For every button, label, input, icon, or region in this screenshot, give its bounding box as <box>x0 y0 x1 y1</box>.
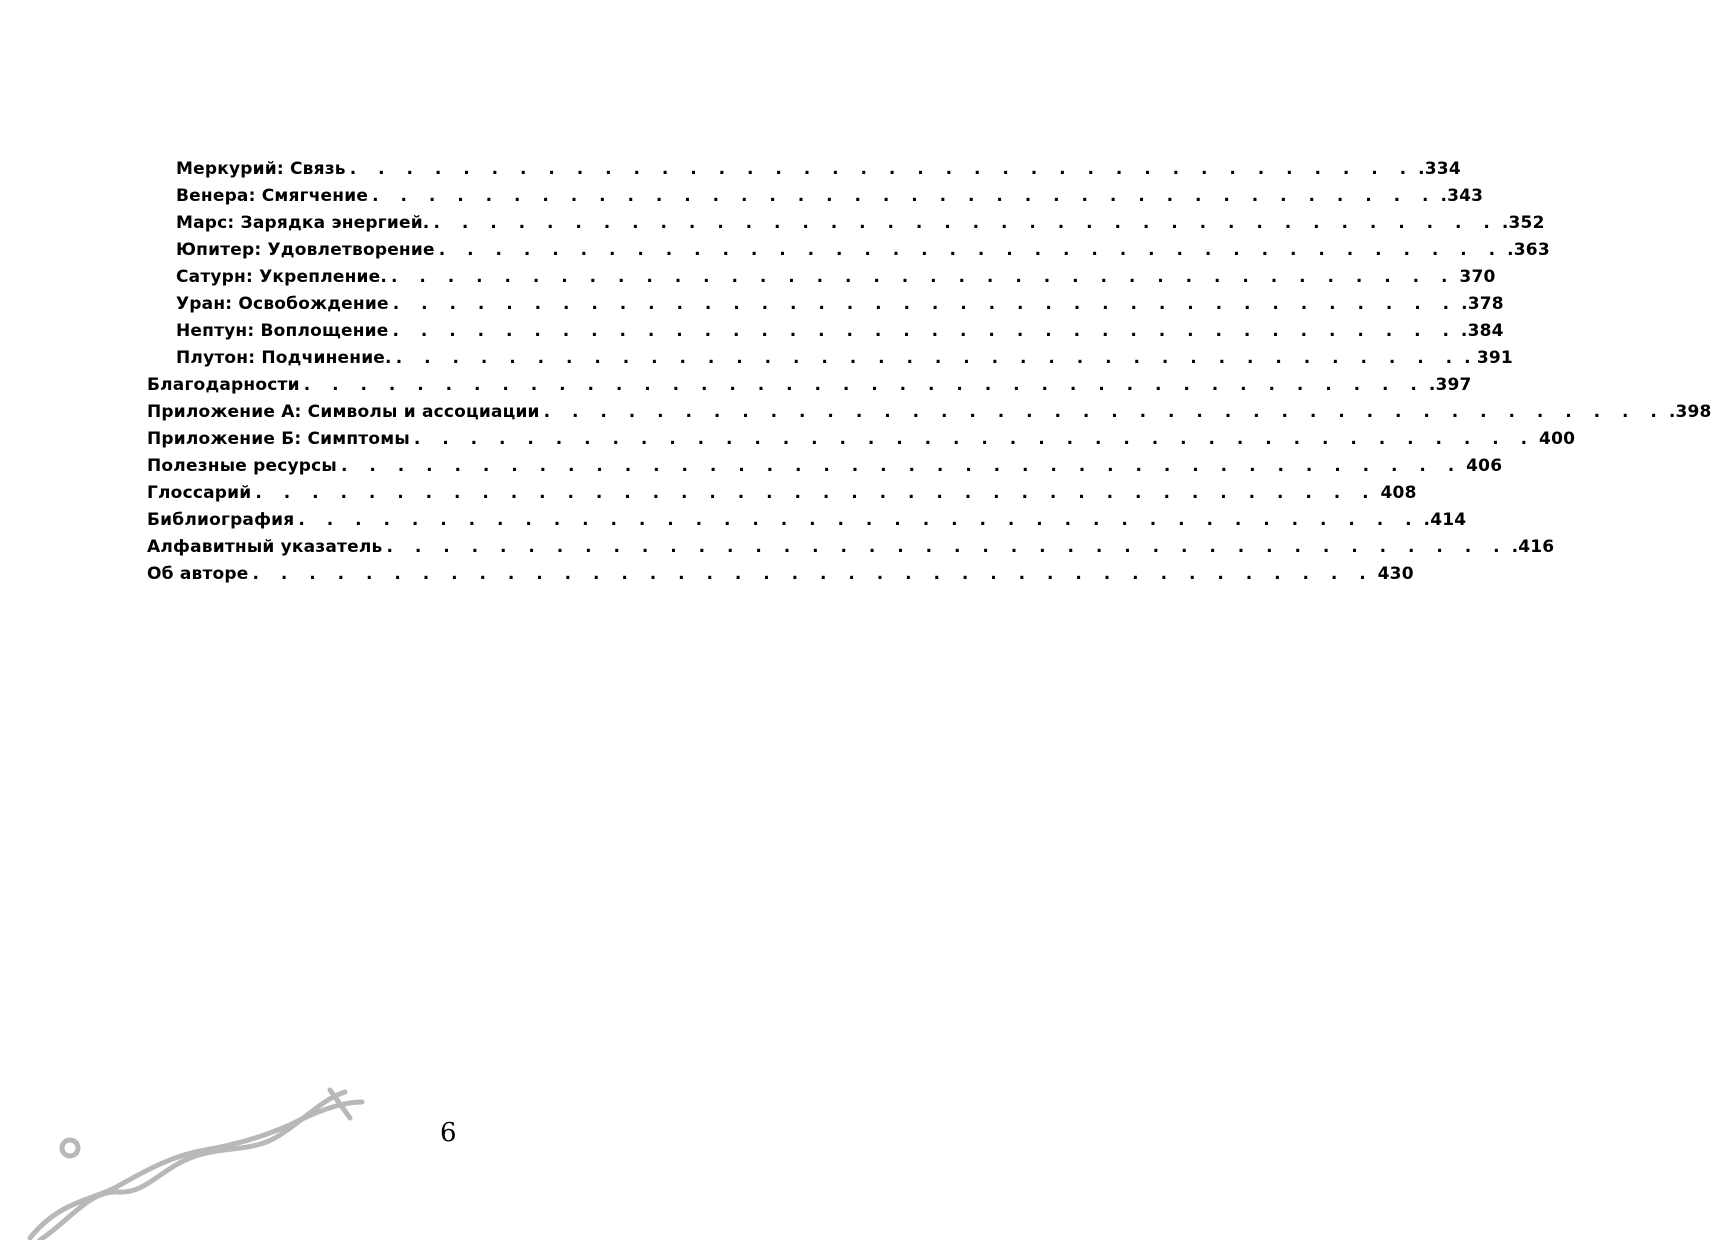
toc-entry-title: Приложение А: Символы и ассоциации <box>147 401 540 422</box>
toc-dot-leader: . . . . . . . . . . . . . . . . . . . . . . . . . . . . . . . . . . . . . . <box>433 212 1498 233</box>
toc-entry-page: . 391 <box>1464 347 1513 368</box>
toc-entry-title: Библиография <box>147 509 295 530</box>
page-number: 6 <box>440 1118 457 1148</box>
toc-entry-title: Приложение Б: Симптомы <box>147 428 410 449</box>
toc-entry[interactable] <box>147 479 1417 506</box>
toc-entry[interactable] <box>147 398 1712 425</box>
toc-dot-leader: . . . . . . . . . . . . . . . . . . . . . . . . . . . . . . . . . . . . . . . . <box>413 428 1536 449</box>
toc-entry-title: Сатурн: Укрепление. <box>176 266 388 287</box>
toc-entry[interactable] <box>176 236 1550 263</box>
toc-entry-page: .384 <box>1460 320 1504 341</box>
toc-entry[interactable] <box>176 209 1545 236</box>
toc-dot-leader: . . . . . . . . . . . . . . . . . . . . . . . . . . . . . . . . . . . . . . <box>372 185 1437 206</box>
toc-entry-page: .352 <box>1501 212 1545 233</box>
toc-dot-leader: . . . . . . . . . . . . . . . . . . . . . . . . . . . . . . . . . . . . . . . . <box>298 509 1420 530</box>
toc-entry[interactable] <box>176 317 1504 344</box>
toc-dot-leader: . . . . . . . . . . . . . . . . . . . . . . . . . . . . . . . . . . . . . . <box>438 239 1504 260</box>
toc-dot-leader: . . . . . . . . . . . . . . . . . . . . . . . . . . . . . . . . . . . . . . <box>395 347 1461 368</box>
toc-entry-title: Уран: Освобождение <box>176 293 389 314</box>
toc-dot-leader: . . . . . . . . . . . . . . . . . . . . . . . . . . . . . . . . . . . . . . <box>392 293 1458 314</box>
toc-entry-title: Меркурий: Связь <box>176 158 346 179</box>
toc-entry[interactable] <box>147 425 1576 452</box>
toc-entry-page: 406 <box>1466 455 1503 476</box>
toc-entry[interactable] <box>176 344 1513 371</box>
toc-dot-leader: . . . . . . . . . . . . . . . . . . . . . . . . . . . . . . . . . . . . . . . . <box>341 455 1463 476</box>
toc-entry-title: Плутон: Подчинение. <box>176 347 392 368</box>
toc-entry-page: 400 <box>1539 428 1576 449</box>
toc-dot-leader: . . . . . . . . . . . . . . . . . . . . . . . . . . . . . . . . . . . . . . <box>349 158 1415 179</box>
toc-entry[interactable] <box>176 290 1504 317</box>
toc-dot-leader: . . . . . . . . . . . . . . . . . . . . . . . . . . . . . . . . . . . . . . . . <box>303 374 1425 395</box>
toc-entry-page: .343 <box>1440 185 1484 206</box>
toc-entry[interactable] <box>176 155 1461 182</box>
toc-entry-title: Об авторе <box>147 563 249 584</box>
toc-entry-title: Глоссарий <box>147 482 252 503</box>
toc-entry-page: .378 <box>1461 293 1504 314</box>
toc-dot-leader: . . . . . . . . . . . . . . . . . . . . . . . . . . . . . . . . . . . . . . . . <box>252 563 1374 584</box>
toc-entry[interactable] <box>147 533 1555 560</box>
toc-entry-page: .363 <box>1507 239 1550 260</box>
toc-entry-page: 370 <box>1459 266 1496 287</box>
toc-entry-page: .414 <box>1423 509 1467 530</box>
toc-dot-leader: . . . . . . . . . . . . . . . . . . . . . . . . . . . . . . . . . . . . . . . . <box>386 536 1508 557</box>
toc-dot-leader: . . . . . . . . . . . . . . . . . . . . . . . . . . . . . . . . . . . . . . . . <box>255 482 1377 503</box>
dna-helix-ornament-icon <box>0 1080 400 1240</box>
toc-dot-leader: . . . . . . . . . . . . . . . . . . . . . . . . . . . . . . . . . . . . . . . . <box>543 401 1665 422</box>
toc-dot-leader: . . . . . . . . . . . . . . . . . . . . . . . . . . . . . . . . . . . . . . <box>391 266 1456 287</box>
toc-entry-title: Юпитер: Удовлетворение <box>176 239 435 260</box>
toc-entry-page: .398 <box>1668 401 1712 422</box>
toc-entry[interactable] <box>176 263 1496 290</box>
toc-entry-page: .416 <box>1511 536 1555 557</box>
toc-entry[interactable] <box>147 560 1414 587</box>
toc-entry-title: Благодарности <box>147 374 300 395</box>
toc-dot-leader: . . . . . . . . . . . . . . . . . . . . . . . . . . . . . . . . . . . . . . <box>392 320 1457 341</box>
toc-entry[interactable] <box>147 452 1503 479</box>
toc-entry-page: 408 <box>1380 482 1417 503</box>
toc-entry-title: Нептун: Воплощение <box>176 320 389 341</box>
toc-entry-title: Марс: Зарядка энергией. <box>176 212 430 233</box>
toc-entry-title: Алфавитный указатель <box>147 536 383 557</box>
toc-entry-title: Венера: Смягчение <box>176 185 369 206</box>
toc-entry-title: Полезные ресурсы <box>147 455 338 476</box>
toc-entry[interactable] <box>147 506 1467 533</box>
toc-entry-page: .397 <box>1428 374 1472 395</box>
toc-entry[interactable] <box>147 371 1472 398</box>
toc-entry-page: .334 <box>1418 158 1461 179</box>
toc-entry[interactable] <box>176 182 1484 209</box>
toc-entry-page: 430 <box>1377 563 1414 584</box>
